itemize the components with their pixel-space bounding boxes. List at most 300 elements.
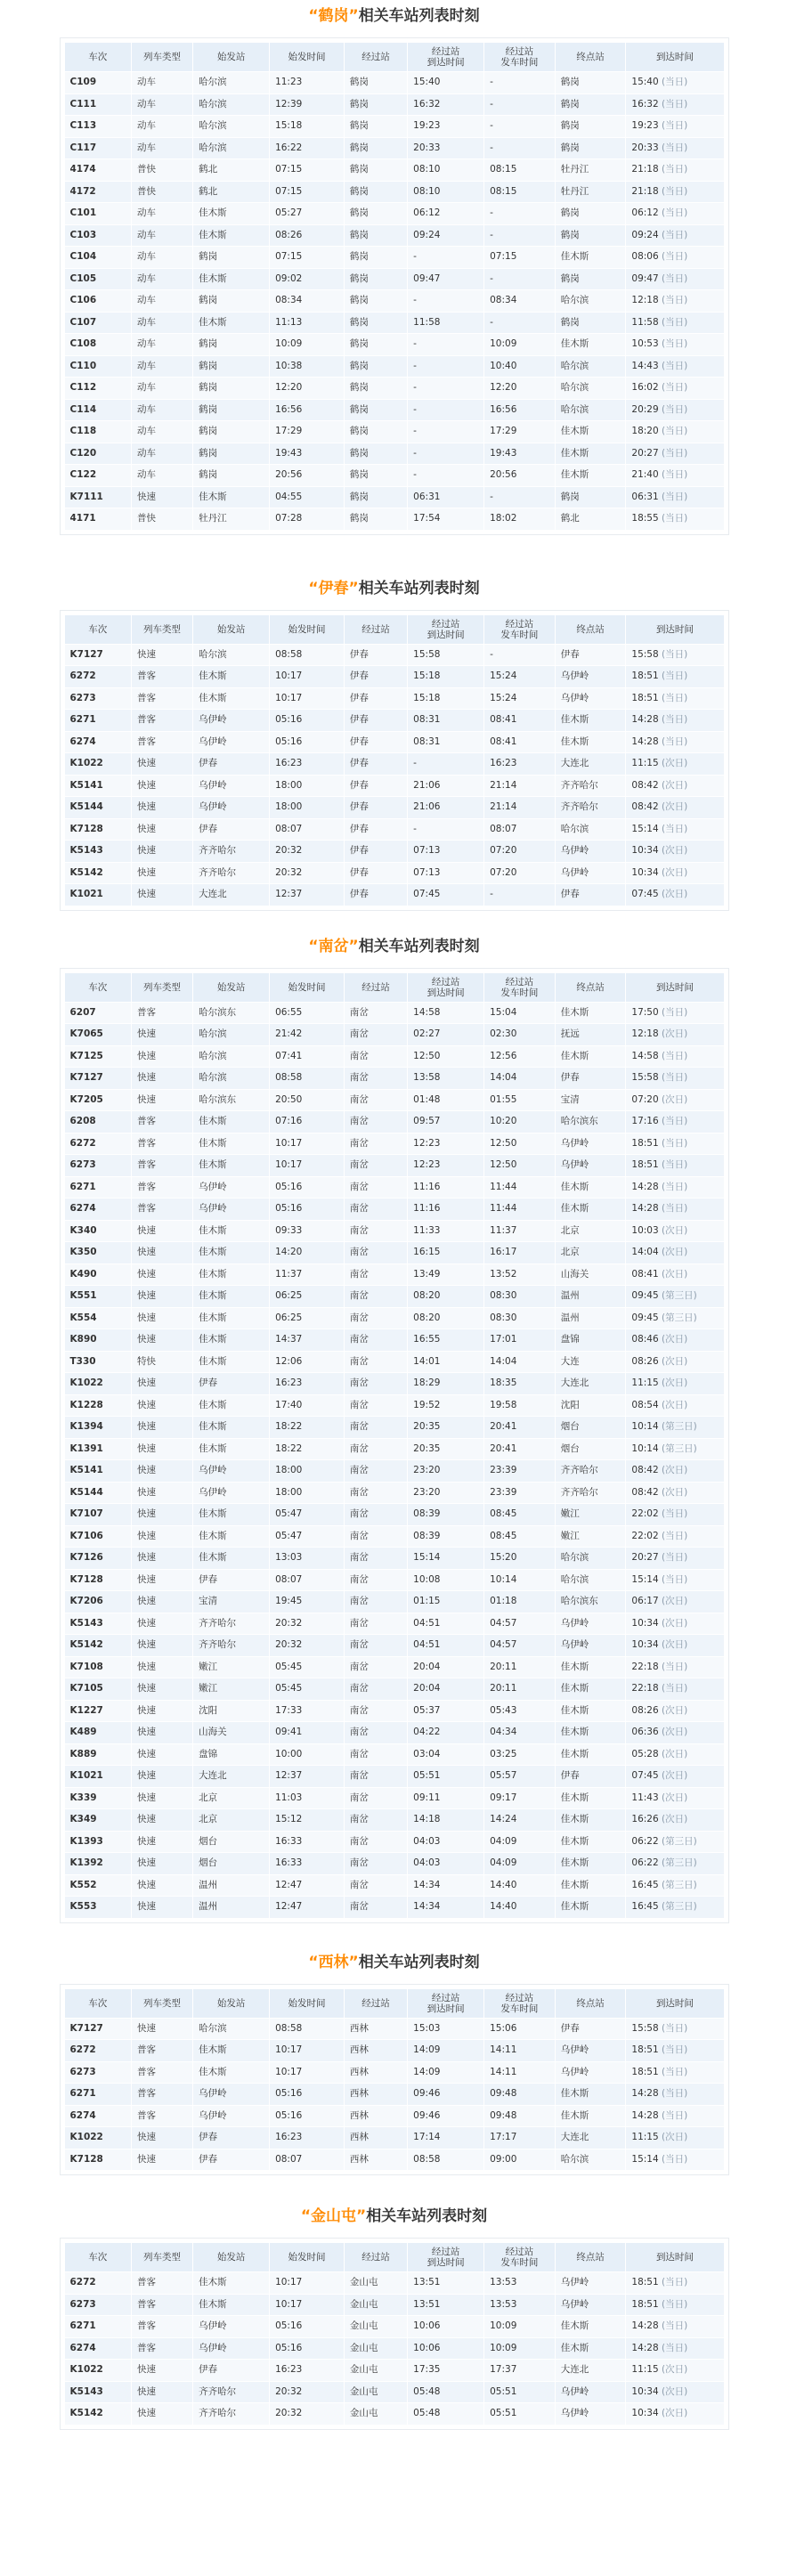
table-row bbox=[64, 2149, 724, 2171]
arrival-time-cell bbox=[626, 1024, 724, 1046]
arrival-time: 18:51 bbox=[631, 670, 659, 681]
train-type: 快速 bbox=[131, 2018, 192, 2040]
departure-time: 18:00 bbox=[270, 797, 345, 819]
timetable-container bbox=[60, 968, 729, 1923]
train-type: 快速 bbox=[131, 1591, 192, 1613]
via-arrival-time: 04:51 bbox=[408, 1635, 484, 1657]
train-type: 快速 bbox=[131, 884, 192, 906]
via-station: 伊春 bbox=[344, 884, 407, 906]
departure-time: 16:33 bbox=[270, 1853, 345, 1875]
via-departure-time: 03:25 bbox=[484, 1743, 556, 1766]
via-arrival-time: 14:34 bbox=[408, 1897, 484, 1919]
via-departure-time: - bbox=[484, 312, 556, 334]
train-type: 快速 bbox=[131, 775, 192, 797]
origin-station: 大连北 bbox=[193, 1766, 270, 1788]
arrival-time: 14:28 bbox=[631, 2320, 659, 2331]
arrival-time-cell bbox=[626, 465, 724, 487]
train-code: 6271 bbox=[64, 1176, 131, 1199]
arrival-time-cell bbox=[626, 486, 724, 508]
train-type: 快速 bbox=[131, 1743, 192, 1766]
via-arrival-time: 13:58 bbox=[408, 1068, 484, 1090]
train-type: 快速 bbox=[131, 862, 192, 884]
via-station: 南岔 bbox=[344, 1613, 407, 1635]
arrival-time: 08:42 bbox=[631, 1465, 659, 1475]
train-code: K349 bbox=[64, 1809, 131, 1832]
via-arrival-time: 03:04 bbox=[408, 1743, 484, 1766]
origin-station: 鹤岗 bbox=[193, 421, 270, 443]
origin-station: 嫩江 bbox=[193, 1656, 270, 1678]
header-row bbox=[64, 972, 724, 1002]
terminal-station: 佳木斯 bbox=[555, 247, 626, 269]
arrival-time-cell bbox=[626, 2272, 724, 2295]
via-departure-time: 15:04 bbox=[484, 1002, 556, 1024]
departure-time: 12:39 bbox=[270, 93, 345, 116]
arrival-time-cell bbox=[626, 710, 724, 732]
departure-time: 14:20 bbox=[270, 1242, 345, 1264]
departure-time: 20:56 bbox=[270, 465, 345, 487]
via-station: 西林 bbox=[344, 2149, 407, 2171]
arrival-day: (次日) bbox=[662, 1268, 688, 1280]
train-type: 普快 bbox=[131, 159, 192, 182]
arrival-time-cell bbox=[626, 1569, 724, 1591]
terminal-station: 佳木斯 bbox=[555, 1743, 626, 1766]
via-departure-time: 04:57 bbox=[484, 1635, 556, 1657]
table-row bbox=[64, 687, 724, 710]
table-row bbox=[64, 1525, 724, 1548]
arrival-time-cell bbox=[626, 378, 724, 400]
origin-station: 伊春 bbox=[193, 2149, 270, 2171]
column-header: 终点站 bbox=[555, 972, 626, 1002]
arrival-time: 18:51 bbox=[631, 2044, 659, 2055]
terminal-station: 哈尔滨 bbox=[555, 378, 626, 400]
via-departure-time: 20:41 bbox=[484, 1417, 556, 1439]
via-station: 西林 bbox=[344, 2018, 407, 2040]
train-type: 普客 bbox=[131, 710, 192, 732]
train-type: 快速 bbox=[131, 1525, 192, 1548]
train-type: 特快 bbox=[131, 1351, 192, 1373]
arrival-time: 15:14 bbox=[631, 2153, 659, 2165]
train-type: 快速 bbox=[131, 1853, 192, 1875]
arrival-day: (当日) bbox=[662, 1508, 688, 1519]
column-header: 列车类型 bbox=[131, 1988, 192, 2018]
train-code: 6273 bbox=[64, 2061, 131, 2084]
train-type: 动车 bbox=[131, 137, 192, 159]
via-arrival-time: 20:04 bbox=[408, 1678, 484, 1701]
arrival-day: (当日) bbox=[662, 77, 688, 87]
section-title bbox=[0, 2207, 788, 2225]
arrival-time: 14:28 bbox=[631, 1181, 659, 1192]
arrival-time-cell bbox=[626, 1656, 724, 1678]
departure-time: 10:17 bbox=[270, 2040, 345, 2062]
train-type: 普客 bbox=[131, 666, 192, 688]
departure-time: 07:15 bbox=[270, 247, 345, 269]
table-row bbox=[64, 2294, 724, 2316]
departure-time: 17:40 bbox=[270, 1394, 345, 1417]
column-header: 列车类型 bbox=[131, 2243, 192, 2272]
via-station: 南岔 bbox=[344, 1482, 407, 1504]
train-code: 6272 bbox=[64, 1133, 131, 1155]
arrival-day: (当日) bbox=[662, 142, 688, 153]
via-arrival-time: 10:08 bbox=[408, 1569, 484, 1591]
arrival-time-cell bbox=[626, 644, 724, 666]
departure-time: 21:42 bbox=[270, 1024, 345, 1046]
via-station: 南岔 bbox=[344, 1635, 407, 1657]
arrival-time-cell bbox=[626, 1743, 724, 1766]
arrival-time: 14:28 bbox=[631, 2088, 659, 2099]
table-row bbox=[64, 2316, 724, 2338]
train-type: 快速 bbox=[131, 1613, 192, 1635]
via-arrival-time: 08:39 bbox=[408, 1504, 484, 1526]
arrival-day: (当日) bbox=[662, 2066, 688, 2077]
column-header: 始发站 bbox=[193, 2243, 270, 2272]
via-departure-time: 14:11 bbox=[484, 2040, 556, 2062]
via-arrival-time: 09:57 bbox=[408, 1111, 484, 1134]
arrival-day: (当日) bbox=[662, 382, 688, 393]
train-type: 快速 bbox=[131, 1656, 192, 1678]
via-arrival-time: 11:58 bbox=[408, 312, 484, 334]
arrival-day: (次日) bbox=[662, 1486, 688, 1498]
via-arrival-time: 12:23 bbox=[408, 1155, 484, 1177]
via-station: 伊春 bbox=[344, 862, 407, 884]
arrival-time: 07:45 bbox=[631, 889, 659, 899]
train-code: C107 bbox=[64, 312, 131, 334]
arrival-time: 21:40 bbox=[631, 469, 659, 480]
arrival-day: (当日) bbox=[662, 648, 688, 660]
arrival-time-cell bbox=[626, 1897, 724, 1919]
via-departure-time: 10:14 bbox=[484, 1569, 556, 1591]
via-arrival-time: - bbox=[408, 443, 484, 465]
timetable bbox=[64, 614, 725, 906]
station-section bbox=[0, 1954, 788, 2176]
via-station: 鹤岗 bbox=[344, 312, 407, 334]
terminal-station: 佳木斯 bbox=[555, 1897, 626, 1919]
arrival-day: (当日) bbox=[662, 360, 688, 371]
terminal-station: 乌伊岭 bbox=[555, 687, 626, 710]
terminal-station: 大连北 bbox=[555, 2360, 626, 2382]
arrival-time: 18:51 bbox=[631, 2066, 659, 2077]
via-station: 鹤岗 bbox=[344, 93, 407, 116]
departure-time: 15:18 bbox=[270, 116, 345, 138]
departure-time: 12:37 bbox=[270, 884, 345, 906]
train-type: 动车 bbox=[131, 224, 192, 247]
column-header: 到达时间 bbox=[626, 43, 724, 72]
origin-station: 佳木斯 bbox=[193, 1329, 270, 1352]
via-departure-time: 08:45 bbox=[484, 1525, 556, 1548]
origin-station: 乌伊岭 bbox=[193, 1176, 270, 1199]
train-type: 快速 bbox=[131, 1548, 192, 1570]
train-type: 普客 bbox=[131, 2105, 192, 2127]
via-departure-time: 08:15 bbox=[484, 181, 556, 203]
via-station: 南岔 bbox=[344, 1548, 407, 1570]
column-header: 经过站 发车时间 bbox=[484, 1988, 556, 2018]
train-type: 快速 bbox=[131, 797, 192, 819]
arrival-time-cell bbox=[626, 1591, 724, 1613]
via-arrival-time: 17:14 bbox=[408, 2127, 484, 2149]
terminal-station: 伊春 bbox=[555, 2018, 626, 2040]
table-row bbox=[64, 1831, 724, 1853]
arrival-time: 08:06 bbox=[631, 251, 659, 262]
arrival-time: 08:42 bbox=[631, 801, 659, 812]
via-departure-time: 08:41 bbox=[484, 710, 556, 732]
train-code: C105 bbox=[64, 268, 131, 290]
arrival-time-cell bbox=[626, 1089, 724, 1111]
via-departure-time: 11:37 bbox=[484, 1220, 556, 1242]
title-suffix: 相关车站列表时刻 bbox=[358, 7, 480, 25]
departure-time: 11:13 bbox=[270, 312, 345, 334]
arrival-time: 08:42 bbox=[631, 779, 659, 791]
train-code: K1228 bbox=[64, 1394, 131, 1417]
train-code: K7108 bbox=[64, 1656, 131, 1678]
origin-station: 哈尔滨 bbox=[193, 137, 270, 159]
origin-station: 佳木斯 bbox=[193, 203, 270, 225]
arrival-time: 06:36 bbox=[631, 1727, 659, 1737]
train-type: 快速 bbox=[131, 2127, 192, 2149]
terminal-station: 佳木斯 bbox=[555, 421, 626, 443]
title-open-quote: “ bbox=[308, 7, 319, 25]
via-arrival-time: 09:46 bbox=[408, 2105, 484, 2127]
via-arrival-time: 17:54 bbox=[408, 508, 484, 531]
via-arrival-time: 08:20 bbox=[408, 1307, 484, 1329]
origin-station: 佳木斯 bbox=[193, 1111, 270, 1134]
train-code: 6271 bbox=[64, 710, 131, 732]
train-type: 快速 bbox=[131, 1438, 192, 1460]
arrival-day: (当日) bbox=[662, 491, 688, 502]
arrival-time-cell bbox=[626, 2360, 724, 2382]
departure-time: 11:37 bbox=[270, 1264, 345, 1286]
train-code: K1021 bbox=[64, 1766, 131, 1788]
departure-time: 20:32 bbox=[270, 2381, 345, 2403]
arrival-time-cell bbox=[626, 1482, 724, 1504]
train-code: K1394 bbox=[64, 1417, 131, 1439]
train-code: K7126 bbox=[64, 1548, 131, 1570]
arrival-time-cell bbox=[626, 247, 724, 269]
train-code: C112 bbox=[64, 378, 131, 400]
via-station: 鹤岗 bbox=[344, 72, 407, 94]
title-station-name: 南岔 bbox=[318, 937, 349, 955]
table-row bbox=[64, 1700, 724, 1722]
arrival-time-cell bbox=[626, 1417, 724, 1439]
via-arrival-time: 21:06 bbox=[408, 775, 484, 797]
title-open-quote: “ bbox=[300, 2207, 311, 2225]
origin-station: 宝清 bbox=[193, 1591, 270, 1613]
arrival-day: (次日) bbox=[662, 1617, 688, 1629]
arrival-day: (当日) bbox=[662, 2320, 688, 2331]
arrival-time-cell bbox=[626, 753, 724, 776]
table-row bbox=[64, 312, 724, 334]
arrival-time: 08:26 bbox=[631, 1704, 659, 1716]
table-row bbox=[64, 443, 724, 465]
table-row bbox=[64, 1155, 724, 1177]
train-code: C111 bbox=[64, 93, 131, 116]
arrival-time-cell bbox=[626, 731, 724, 753]
via-arrival-time: 09:46 bbox=[408, 2084, 484, 2106]
arrival-day: (次日) bbox=[662, 2364, 688, 2375]
origin-station: 鹤岗 bbox=[193, 334, 270, 356]
origin-station: 哈尔滨 bbox=[193, 116, 270, 138]
terminal-station: 佳木斯 bbox=[555, 1002, 626, 1024]
via-arrival-time: 15:14 bbox=[408, 1548, 484, 1570]
via-station: 西林 bbox=[344, 2127, 407, 2149]
terminal-station: 乌伊岭 bbox=[555, 1635, 626, 1657]
departure-time: 20:32 bbox=[270, 2403, 345, 2426]
table-row bbox=[64, 753, 724, 776]
via-departure-time: 09:48 bbox=[484, 2105, 556, 2127]
departure-time: 09:02 bbox=[270, 268, 345, 290]
via-arrival-time: 08:10 bbox=[408, 181, 484, 203]
terminal-station: 宝清 bbox=[555, 1089, 626, 1111]
origin-station: 佳木斯 bbox=[193, 1525, 270, 1548]
via-station: 南岔 bbox=[344, 1002, 407, 1024]
via-station: 伊春 bbox=[344, 666, 407, 688]
train-code: 6274 bbox=[64, 731, 131, 753]
origin-station: 齐齐哈尔 bbox=[193, 1613, 270, 1635]
via-station: 南岔 bbox=[344, 1417, 407, 1439]
via-station: 南岔 bbox=[344, 1199, 407, 1221]
arrival-day: (第三日) bbox=[662, 1442, 697, 1454]
column-header: 列车类型 bbox=[131, 972, 192, 1002]
column-header: 始发时间 bbox=[270, 43, 345, 72]
terminal-station: 北京 bbox=[555, 1220, 626, 1242]
departure-time: 08:26 bbox=[270, 224, 345, 247]
terminal-station: 牡丹江 bbox=[555, 181, 626, 203]
via-arrival-time: 08:31 bbox=[408, 731, 484, 753]
terminal-station: 抚远 bbox=[555, 1024, 626, 1046]
column-header: 车次 bbox=[64, 972, 131, 1002]
via-station: 伊春 bbox=[344, 687, 407, 710]
departure-time: 05:16 bbox=[270, 2337, 345, 2360]
departure-time: 10:17 bbox=[270, 687, 345, 710]
table-row bbox=[64, 247, 724, 269]
title-suffix: 相关车站列表时刻 bbox=[358, 579, 480, 597]
origin-station: 佳木斯 bbox=[193, 1286, 270, 1308]
arrival-time: 10:34 bbox=[631, 866, 659, 878]
column-header: 始发站 bbox=[193, 1988, 270, 2018]
arrival-time-cell bbox=[626, 1548, 724, 1570]
departure-time: 09:33 bbox=[270, 1220, 345, 1242]
train-code: K5143 bbox=[64, 1613, 131, 1635]
arrival-time-cell bbox=[626, 2084, 724, 2106]
terminal-station: 哈尔滨 bbox=[555, 399, 626, 421]
arrival-day: (当日) bbox=[662, 1137, 688, 1149]
terminal-station: 嫩江 bbox=[555, 1525, 626, 1548]
arrival-time: 09:24 bbox=[631, 229, 659, 240]
arrival-day: (次日) bbox=[662, 1748, 688, 1759]
section-title bbox=[0, 938, 788, 955]
origin-station: 乌伊岭 bbox=[193, 2316, 270, 2338]
arrival-time: 14:58 bbox=[631, 1050, 659, 1061]
via-arrival-time: - bbox=[408, 247, 484, 269]
table-row bbox=[64, 2272, 724, 2295]
arrival-time-cell bbox=[626, 797, 724, 819]
via-departure-time: 20:11 bbox=[484, 1678, 556, 1701]
origin-station: 伊春 bbox=[193, 753, 270, 776]
arrival-time: 10:03 bbox=[631, 1224, 659, 1236]
table-row bbox=[64, 268, 724, 290]
terminal-station: 佳木斯 bbox=[555, 1700, 626, 1722]
terminal-station: 乌伊岭 bbox=[555, 666, 626, 688]
arrival-time: 15:58 bbox=[631, 648, 659, 660]
column-header: 经过站 到达时间 bbox=[408, 2243, 484, 2272]
via-arrival-time: 15:18 bbox=[408, 666, 484, 688]
arrival-time-cell bbox=[626, 2294, 724, 2316]
arrival-day: (第三日) bbox=[662, 1421, 697, 1432]
via-departure-time: 08:45 bbox=[484, 1504, 556, 1526]
terminal-station: 大连北 bbox=[555, 2127, 626, 2149]
departure-time: 06:25 bbox=[270, 1307, 345, 1329]
terminal-station: 鹤岗 bbox=[555, 312, 626, 334]
train-code: K1393 bbox=[64, 1831, 131, 1853]
departure-time: 20:32 bbox=[270, 841, 345, 863]
via-departure-time: 05:57 bbox=[484, 1766, 556, 1788]
train-type: 动车 bbox=[131, 247, 192, 269]
arrival-time: 18:55 bbox=[631, 513, 659, 524]
via-station: 伊春 bbox=[344, 710, 407, 732]
table-row bbox=[64, 1897, 724, 1919]
via-departure-time: 14:04 bbox=[484, 1068, 556, 1090]
train-type: 快速 bbox=[131, 1394, 192, 1417]
via-arrival-time: 20:33 bbox=[408, 137, 484, 159]
train-code: K7127 bbox=[64, 2018, 131, 2040]
arrival-time-cell bbox=[626, 1831, 724, 1853]
arrival-time: 18:20 bbox=[631, 426, 659, 436]
train-code: 6274 bbox=[64, 2105, 131, 2127]
arrival-day: (次日) bbox=[662, 1792, 688, 1803]
terminal-station: 乌伊岭 bbox=[555, 2403, 626, 2426]
title-suffix: 相关车站列表时刻 bbox=[358, 1953, 480, 1971]
arrival-time-cell bbox=[626, 1809, 724, 1832]
arrival-time-cell bbox=[626, 1133, 724, 1155]
train-code: C108 bbox=[64, 334, 131, 356]
title-open-quote: “ bbox=[308, 579, 319, 597]
train-code: K7205 bbox=[64, 1089, 131, 1111]
via-station: 南岔 bbox=[344, 1242, 407, 1264]
arrival-time: 14:28 bbox=[631, 2109, 659, 2121]
via-station: 南岔 bbox=[344, 1787, 407, 1809]
arrival-time-cell bbox=[626, 181, 724, 203]
via-arrival-time: 08:58 bbox=[408, 2149, 484, 2171]
arrival-time-cell bbox=[626, 159, 724, 182]
column-header: 经过站 bbox=[344, 1988, 407, 2018]
station-section bbox=[0, 938, 788, 1923]
arrival-time: 14:28 bbox=[631, 2342, 659, 2353]
origin-station: 盘锦 bbox=[193, 1743, 270, 1766]
terminal-station: 乌伊岭 bbox=[555, 2294, 626, 2316]
arrival-time-cell bbox=[626, 1766, 724, 1788]
terminal-station: 烟台 bbox=[555, 1438, 626, 1460]
timetable-container bbox=[60, 610, 729, 911]
via-arrival-time: 10:06 bbox=[408, 2337, 484, 2360]
arrival-day: (当日) bbox=[662, 1159, 688, 1170]
train-code: K7128 bbox=[64, 818, 131, 841]
train-code: C106 bbox=[64, 290, 131, 313]
train-type: 快速 bbox=[131, 753, 192, 776]
train-code: 6273 bbox=[64, 687, 131, 710]
departure-time: 04:55 bbox=[270, 486, 345, 508]
arrival-day: (第三日) bbox=[662, 1879, 697, 1890]
train-code: K890 bbox=[64, 1329, 131, 1352]
via-departure-time: 08:30 bbox=[484, 1286, 556, 1308]
terminal-station: 哈尔滨 bbox=[555, 818, 626, 841]
arrival-day: (当日) bbox=[662, 823, 688, 834]
departure-time: 12:06 bbox=[270, 1351, 345, 1373]
column-header: 始发时间 bbox=[270, 1988, 345, 2018]
via-station: 鹤岗 bbox=[344, 465, 407, 487]
train-type: 动车 bbox=[131, 399, 192, 421]
train-type: 动车 bbox=[131, 312, 192, 334]
origin-station: 北京 bbox=[193, 1787, 270, 1809]
table-row bbox=[64, 2403, 724, 2426]
arrival-day: (当日) bbox=[662, 272, 688, 284]
